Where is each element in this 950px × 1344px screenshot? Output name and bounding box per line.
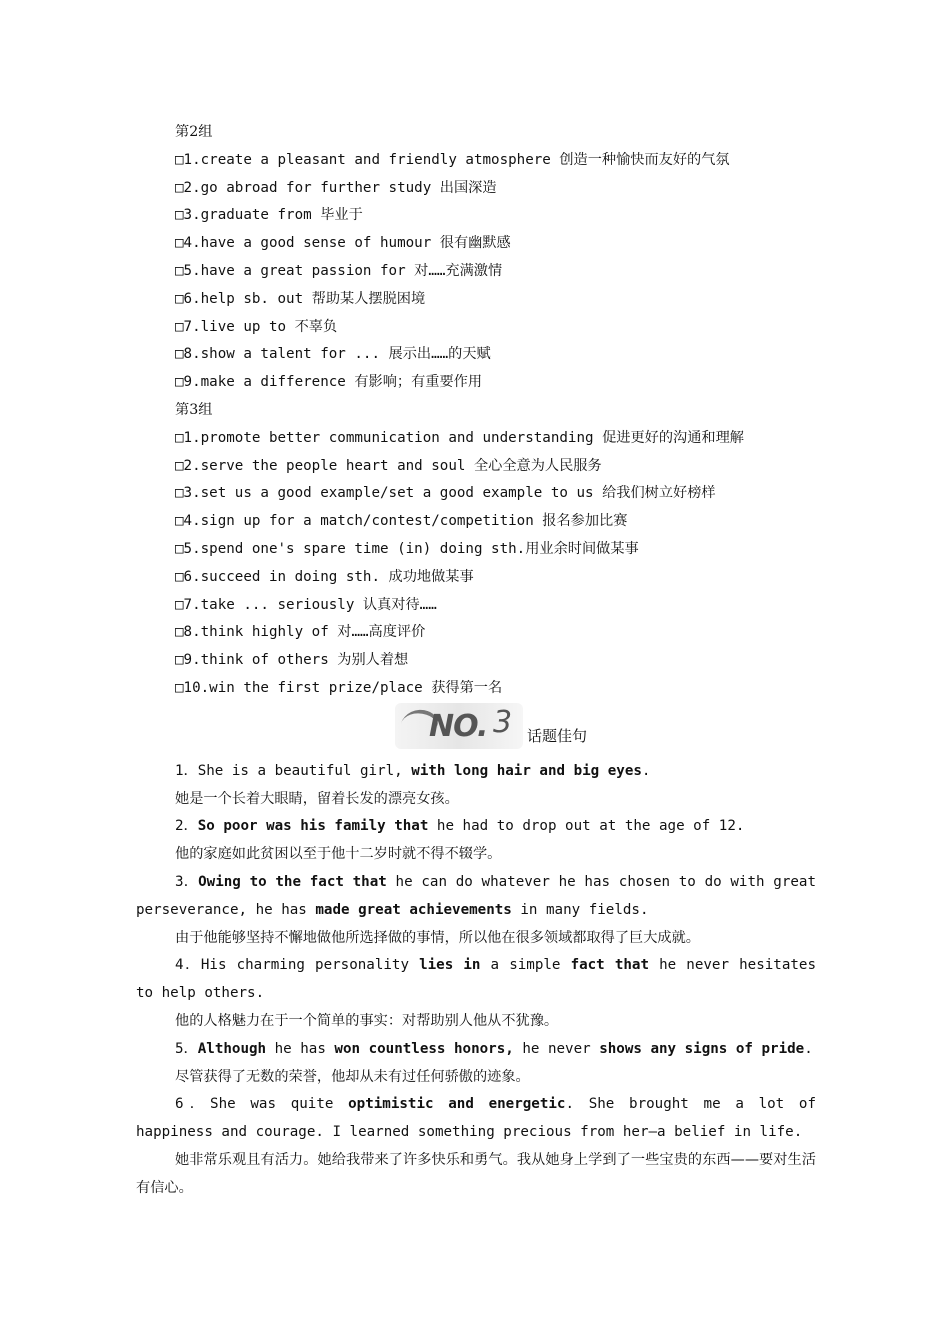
phrase-item: □6.help sb. out 帮助某人摆脱困境: [175, 290, 426, 307]
key-phrase: optimistic and energetic: [348, 1096, 566, 1113]
example-sentence-zh: 她非常乐观且有活力。她给我带来了许多快乐和勇气。我从她身上学到了一些宝贵的东西——要对生活有信心。: [136, 1151, 816, 1196]
sentence-text: a simple: [480, 957, 571, 974]
key-phrase: fact that: [570, 957, 650, 974]
phrase-item: □9.make a difference 有影响；有重要作用: [175, 374, 483, 391]
sentence-text: 5．: [175, 1040, 198, 1057]
document-content: [0, 119, 950, 1202]
example-sentence-zh: 尽管获得了无数的荣誉，他却从未有过任何骄傲的迹象。: [175, 1068, 530, 1085]
example-sentence-zh: 他的家庭如此贫困以至于他十二岁时就不得不辍学。: [175, 846, 502, 863]
section-header: [0, 703, 950, 758]
sentence-text: 3．: [175, 873, 199, 890]
sentence-text: 6．She was quite: [175, 1096, 349, 1113]
phrase-item: □8.think highly of 对……高度评价: [175, 624, 426, 641]
section-number-logo: [395, 703, 523, 749]
example-sentence-en: [136, 952, 816, 1008]
sentence-text: .: [641, 762, 651, 779]
sentence-text: in many fields.: [511, 901, 649, 918]
key-phrase: shows any signs of pride: [599, 1040, 805, 1057]
phrase-item: □1.create a pleasant and friendly atmosphere 创造一种愉快而友好的气氛: [175, 151, 730, 168]
example-sentence-en: [136, 1036, 816, 1064]
sentence-text: he has: [266, 1040, 335, 1057]
phrase-item: □7.live up to 不辜负: [175, 318, 338, 335]
sentence-text: he never hesitates to help others.: [136, 957, 816, 1002]
phrase-item: □4.have a good sense of humour 很有幽默感: [175, 235, 511, 252]
example-sentence-zh: 她是一个长着大眼睛，留着长发的漂亮女孩。: [175, 790, 459, 807]
example-sentence-en: [136, 869, 816, 925]
section-title: 话题佳句: [527, 726, 588, 745]
key-phrase: Although: [197, 1040, 267, 1057]
group3-list: [0, 425, 950, 703]
sentence-text: 2．: [175, 818, 198, 835]
logo-text: NO.: [429, 708, 488, 744]
phrase-item: □10.win the first prize/place 获得第一名: [175, 679, 503, 696]
phrase-item: □3.set us a good example/set a good example to us 给我们树立好榜样: [175, 485, 716, 502]
phrase-item: □5.have a great passion for 对……充满激情: [175, 262, 503, 279]
key-phrase: made great achievements: [315, 901, 512, 918]
phrase-item: □2.serve the people heart and soul 全心全意为人民服务: [175, 457, 602, 474]
key-phrase: with long hair and big eyes: [411, 762, 642, 779]
sentence-text: he never: [513, 1040, 600, 1057]
example-sentence-zh: 他的人格魅力在于一个简单的事实：对帮助别人他从不犹豫。: [175, 1012, 559, 1029]
phrase-item: □5.spend one's spare time (in) doing sth.用业余时间做某事: [175, 540, 639, 557]
group2-heading: 第2组: [175, 124, 213, 140]
phrase-item: □2.go abroad for further study 出国深造: [175, 179, 497, 196]
phrase-item: □9.think of others 为别人着想: [175, 652, 409, 669]
key-phrase: won countless honors,: [334, 1040, 514, 1057]
key-phrase: lies in: [419, 957, 481, 974]
example-sentence-en: [136, 1091, 816, 1147]
phrase-item: □4.sign up for a match/contest/competition 报名参加比赛: [175, 513, 628, 530]
phrase-item: □8.show a talent for ... 展示出……的天赋: [175, 346, 491, 363]
group3-heading: 第3组: [175, 401, 213, 418]
sentence-text: 4．His charming personality: [175, 957, 420, 974]
phrase-item: □7.take ... seriously 认真对待……: [175, 596, 437, 613]
logo-number: 3: [493, 704, 513, 740]
example-sentence-en: [136, 813, 816, 841]
example-sentence-zh: 由于他能够坚持不懈地做他所选择做的事情，所以他在很多领域都取得了巨大成就。: [175, 929, 700, 946]
key-phrase: Owing to the fact that: [198, 873, 387, 890]
sentence-list: [0, 758, 950, 1203]
sentence-text: he can do whatever he has chosen to do with great perseverance, he has: [136, 873, 816, 918]
example-sentence-en: [136, 758, 816, 786]
sentence-text: .: [804, 1040, 813, 1057]
sentence-text: he had to drop out at the age of 12.: [428, 818, 745, 835]
sentence-text: 1．She is a beautiful girl,: [175, 762, 412, 779]
phrase-item: □3.graduate from 毕业于: [175, 207, 363, 224]
sentence-text: . She brought me a lot of happiness and courage. I learned something precious from her—a belief in life.: [136, 1096, 816, 1141]
key-phrase: So poor was his family that: [197, 818, 429, 835]
group2-list: [0, 147, 950, 397]
phrase-item: □1.promote better communication and understanding 促进更好的沟通和理解: [175, 429, 744, 446]
phrase-item: □6.succeed in doing sth. 成功地做某事: [175, 568, 474, 585]
